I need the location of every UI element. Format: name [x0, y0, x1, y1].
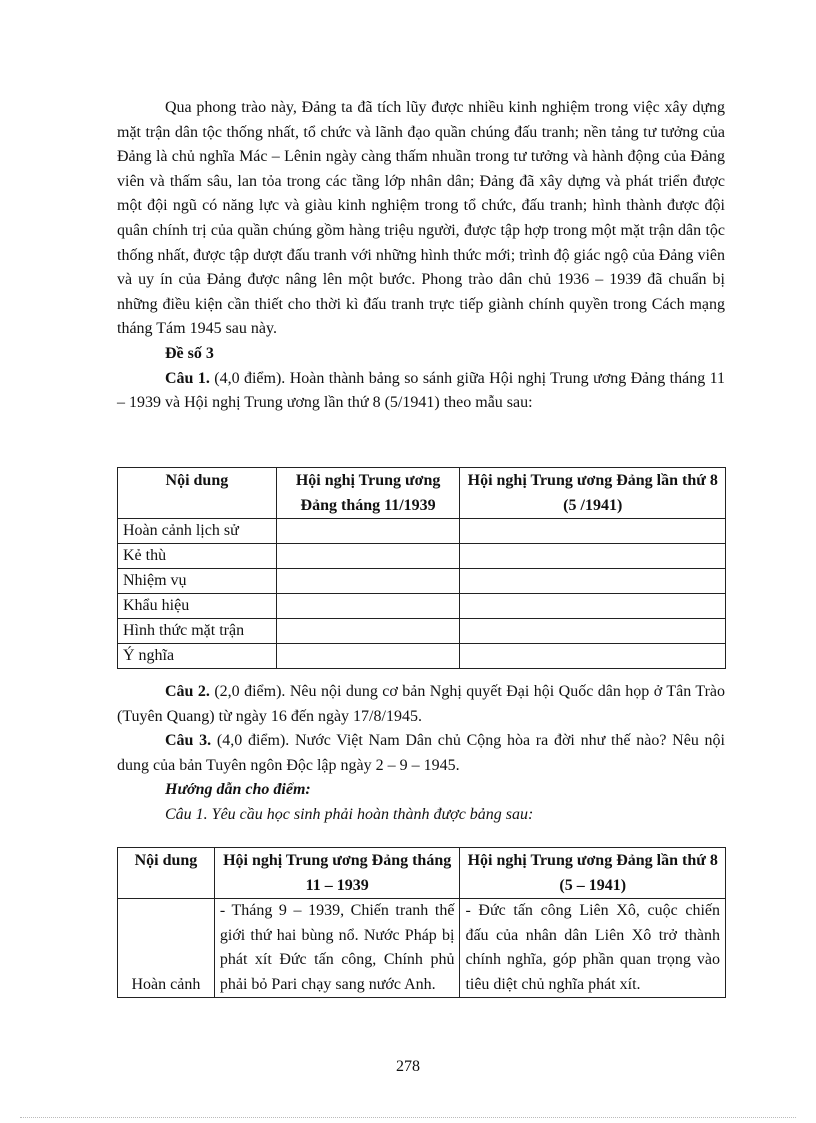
question-2-text: (2,0 điểm). Nêu nội dung cơ bản Nghị quyết Đại hội Quốc dân họp ở Tân Trào (Tuyên Quang) từ ngày 16 đến ngày 17/8/1945. [117, 683, 725, 725]
question-1-text: (4,0 điểm). Hoàn thành bảng so sánh giữa Hội nghị Trung ương Đảng tháng 11 – 1939 và Hội nghị Trung ương lần thứ 8 (5/1941) theo mẫu sau: [117, 369, 725, 412]
comparison-table-answer [117, 847, 726, 998]
empty-cell [460, 619, 726, 644]
empty-cell [276, 544, 460, 569]
table-row [118, 644, 726, 669]
page-number: 278 [396, 1058, 420, 1075]
row-label: Hình thức mặt trận [118, 619, 277, 644]
grading-guide-q1: Câu 1. Yêu cầu học sinh phải hoàn thành được bảng sau: [165, 805, 534, 823]
table-row [118, 594, 726, 619]
body-text [117, 96, 725, 416]
table-header-cell: Hội nghị Trung ương Đảng lần thứ 8 (5 – 1941) [460, 848, 726, 899]
table-row [118, 619, 726, 644]
row-label: Nhiệm vụ [118, 569, 277, 594]
question-2 [117, 680, 725, 729]
table-row [118, 519, 726, 544]
table-header-cell: Nội dung [118, 468, 277, 519]
question-1 [117, 367, 725, 416]
row-label: Ý nghĩa [118, 644, 277, 669]
exam-title: Đề số 3 [165, 344, 214, 362]
question-2-label: Câu 2. [165, 683, 210, 700]
questions-text [117, 680, 725, 828]
answer-cell: - Đức tấn công Liên Xô, cuộc chiến đấu của nhân dân Liên Xô trở thành chính nghĩa, góp phần quan trọng vào tiêu diệt chủ nghĩa phát xít. [460, 899, 726, 998]
empty-cell [276, 519, 460, 544]
answer-cell: - Tháng 9 – 1939, Chiến tranh thế giới thứ hai bùng nổ. Nước Pháp bị phát xít Đức tấn công, Chính phủ phải bỏ Pari chạy sang nước Anh. [214, 899, 460, 998]
empty-cell [460, 569, 726, 594]
question-3-text: (4,0 điểm). Nước Việt Nam Dân chủ Cộng hòa ra đời như thế nào? Nêu nội dung của bản Tuyên ngôn Độc lập ngày 2 – 9 – 1945. [117, 732, 726, 774]
empty-cell [460, 644, 726, 669]
table-header-row [118, 848, 726, 899]
row-label: Hoàn cảnh [118, 899, 215, 998]
row-label: Kẻ thù [118, 544, 277, 569]
comparison-table-blank [117, 467, 726, 669]
question-3-label: Câu 3. [165, 732, 212, 750]
empty-cell [276, 594, 460, 619]
question-1-label: Câu 1. [165, 369, 210, 387]
intro-paragraph: Qua phong trào này, Đảng ta đã tích lũy được nhiều kinh nghiệm trong việc xây dựng mặt trận dân tộc thống nhất, tổ chức và lãnh đạo quần chúng đấu tranh; nền tảng tư tưởng của Đảng là chủ nghĩa Mác – Lênin ngày càng thấm nhuần trong tư tưởng và hành động của Đảng viên và thấm sâu, lan tỏa trong các tầng lớp nhân dân; Đảng đã xây dựng và phát triển được một đội ngũ có năng lực và giàu kinh nghiệm trong tổ chức, đấu tranh; hình thành được đội quân chính trị của quần chúng gồm hàng triệu người, được tập hợp trong một mặt trận dân tộc thống nhất, được tập dượt đấu tranh với những hình thức mới; trình độ giác ngộ của Đảng viên và uy ín của Đảng được nâng lên một bước. Phong trào dân chủ 1936 – 1939 đã chuẩn bị những điều kiện cần thiết cho thời kì đấu tranh trực tiếp giành chính quyền trong Cách mạng tháng Tám 1945 sau này. [117, 99, 725, 338]
footer-divider [20, 1117, 796, 1118]
table-row [118, 569, 726, 594]
table-header-cell: Hội nghị Trung ương Đảng tháng 11 – 1939 [214, 848, 460, 899]
empty-cell [460, 544, 726, 569]
empty-cell [276, 569, 460, 594]
table-header-cell: Nội dung [118, 848, 215, 899]
table-row [118, 544, 726, 569]
empty-cell [460, 519, 726, 544]
table-header-cell: Hội nghị Trung ương Đảng tháng 11/1939 [276, 468, 460, 519]
row-label: Hoàn cảnh lịch sử [118, 519, 277, 544]
grading-guide-title: Hướng dẫn cho điểm: [165, 781, 311, 799]
table-row [118, 899, 726, 998]
empty-cell [276, 619, 460, 644]
table-header-row [118, 468, 726, 519]
empty-cell [460, 594, 726, 619]
empty-cell [276, 644, 460, 669]
row-label: Khẩu hiệu [118, 594, 277, 619]
table-header-cell: Hội nghị Trung ương Đảng lần thứ 8 (5 /1941) [460, 468, 726, 519]
question-3 [117, 729, 725, 778]
